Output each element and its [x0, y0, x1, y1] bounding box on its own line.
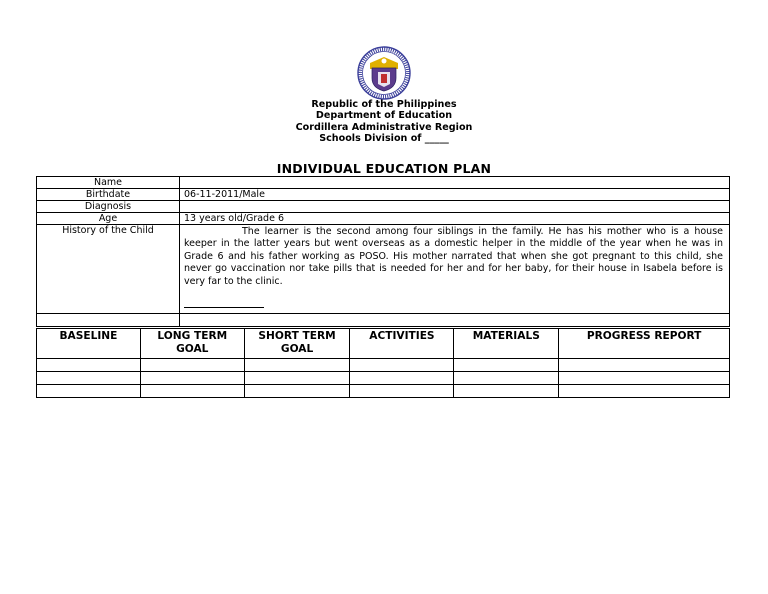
- plan-cell: [350, 359, 454, 372]
- plan-cell: [559, 372, 730, 385]
- plan-row: [37, 359, 730, 372]
- student-info-table: [36, 176, 730, 327]
- header-division: Schools Division of _____: [319, 132, 449, 144]
- plan-cell: [244, 359, 350, 372]
- plan-cell: [559, 385, 730, 398]
- age-label: Age: [37, 213, 180, 225]
- materials-header: MATERIALS: [454, 329, 559, 359]
- history-text: The learner is the second among four siblings in the family. He has his mother who is a house keeper in the latter years but went overseas as a domestic helper in the middle of the year when he was in Grade 6 and his father working as POSO. His mother narrated that when she got pregnant to this child, she never go vaccination nor take pills that is needed for her and for her baby, for their house in Isabela before is very far to the clinic.: [184, 226, 723, 287]
- plan-cell: [140, 359, 244, 372]
- plan-cell: [37, 385, 141, 398]
- plan-cell: [454, 359, 559, 372]
- history-label: History of the Child: [37, 225, 180, 314]
- history-cell: [180, 225, 730, 314]
- header-republic: Republic of the Philippines: [311, 99, 457, 110]
- history-row: [37, 225, 730, 314]
- page-title: INDIVIDUAL EDUCATION PLAN: [276, 161, 492, 176]
- activities-header: ACTIVITIES: [350, 329, 454, 359]
- deped-seal-logo: [357, 46, 411, 100]
- iep-plan-table: [36, 328, 730, 398]
- birthdate-value: 06-11-2011/Male: [180, 189, 730, 201]
- plan-cell: [140, 372, 244, 385]
- plan-cell: [454, 372, 559, 385]
- plan-cell: [37, 372, 141, 385]
- name-row: [37, 177, 730, 189]
- document-header: [0, 99, 768, 144]
- plan-row: [37, 385, 730, 398]
- blank-label-cell: [37, 313, 180, 326]
- progress-report-header: PROGRESS REPORT: [559, 329, 730, 359]
- age-row: [37, 213, 730, 225]
- history-blank-line: [184, 300, 264, 308]
- header-region: Cordillera Administrative Region: [295, 121, 473, 133]
- plan-cell: [559, 359, 730, 372]
- plan-cell: [244, 372, 350, 385]
- blank-row: [37, 313, 730, 326]
- name-label: Name: [37, 177, 180, 189]
- long-term-goal-header: LONG TERM GOAL: [140, 329, 244, 359]
- diagnosis-row: [37, 201, 730, 213]
- diagnosis-value: [180, 201, 730, 213]
- plan-cell: [350, 372, 454, 385]
- header-department: Department of Education: [315, 110, 453, 122]
- plan-row: [37, 372, 730, 385]
- plan-cell: [140, 385, 244, 398]
- baseline-header: BASELINE: [37, 329, 141, 359]
- blank-value-cell: [180, 313, 730, 326]
- age-value: 13 years old/Grade 6: [180, 213, 730, 225]
- plan-cell: [454, 385, 559, 398]
- plan-header-row: [37, 329, 730, 359]
- plan-cell: [350, 385, 454, 398]
- short-term-goal-header: SHORT TERM GOAL: [244, 329, 350, 359]
- diagnosis-label: Diagnosis: [37, 201, 180, 213]
- birthdate-label: Birthdate: [37, 189, 180, 201]
- plan-cell: [37, 359, 141, 372]
- name-value: [180, 177, 730, 189]
- birthdate-row: [37, 189, 730, 201]
- plan-cell: [244, 385, 350, 398]
